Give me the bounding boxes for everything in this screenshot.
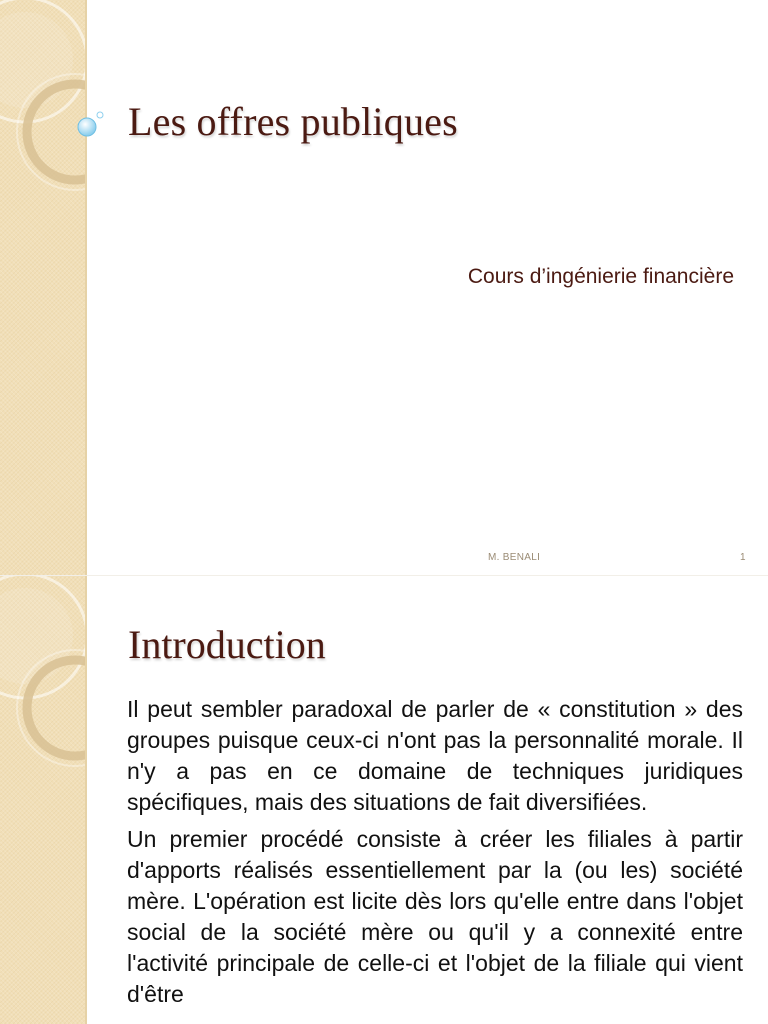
decorative-rings-graphic (0, 576, 85, 1024)
slide-title: Les offres publiques (128, 99, 458, 144)
slide-title: Introduction (128, 622, 326, 667)
footer-author: M. BENALI (488, 552, 541, 563)
slide-decorative-sidebar (0, 576, 85, 1024)
bubble-icon (0, 60, 110, 210)
sidebar-divider (85, 576, 87, 1024)
slide-subtitle: Cours d’ingénierie financière (467, 265, 734, 288)
slide-body (127, 694, 743, 1016)
paragraph: Il peut sembler paradoxal de parler de « constitution » des groupes puisque ceux-ci n'ont pas la personnalité morale. Il n'y a pas en ce domaine de techniques juridiques spécifiques, mais des situations de fait diversifiées. (127, 696, 743, 815)
paragraph: Un premier procédé consiste à créer les filiales à partir d'apports réalisés essentiellement par la (ou les) société mère. L'opération est licite dès lors qu'elle entre dans l'objet social de la société mère ou qu'il y a connexité entre l'activité principale de celle-ci et l'objet de la filiale qui vient d'être (127, 826, 743, 1007)
slide-2 (0, 576, 768, 1024)
page-number: 1 (740, 552, 746, 563)
